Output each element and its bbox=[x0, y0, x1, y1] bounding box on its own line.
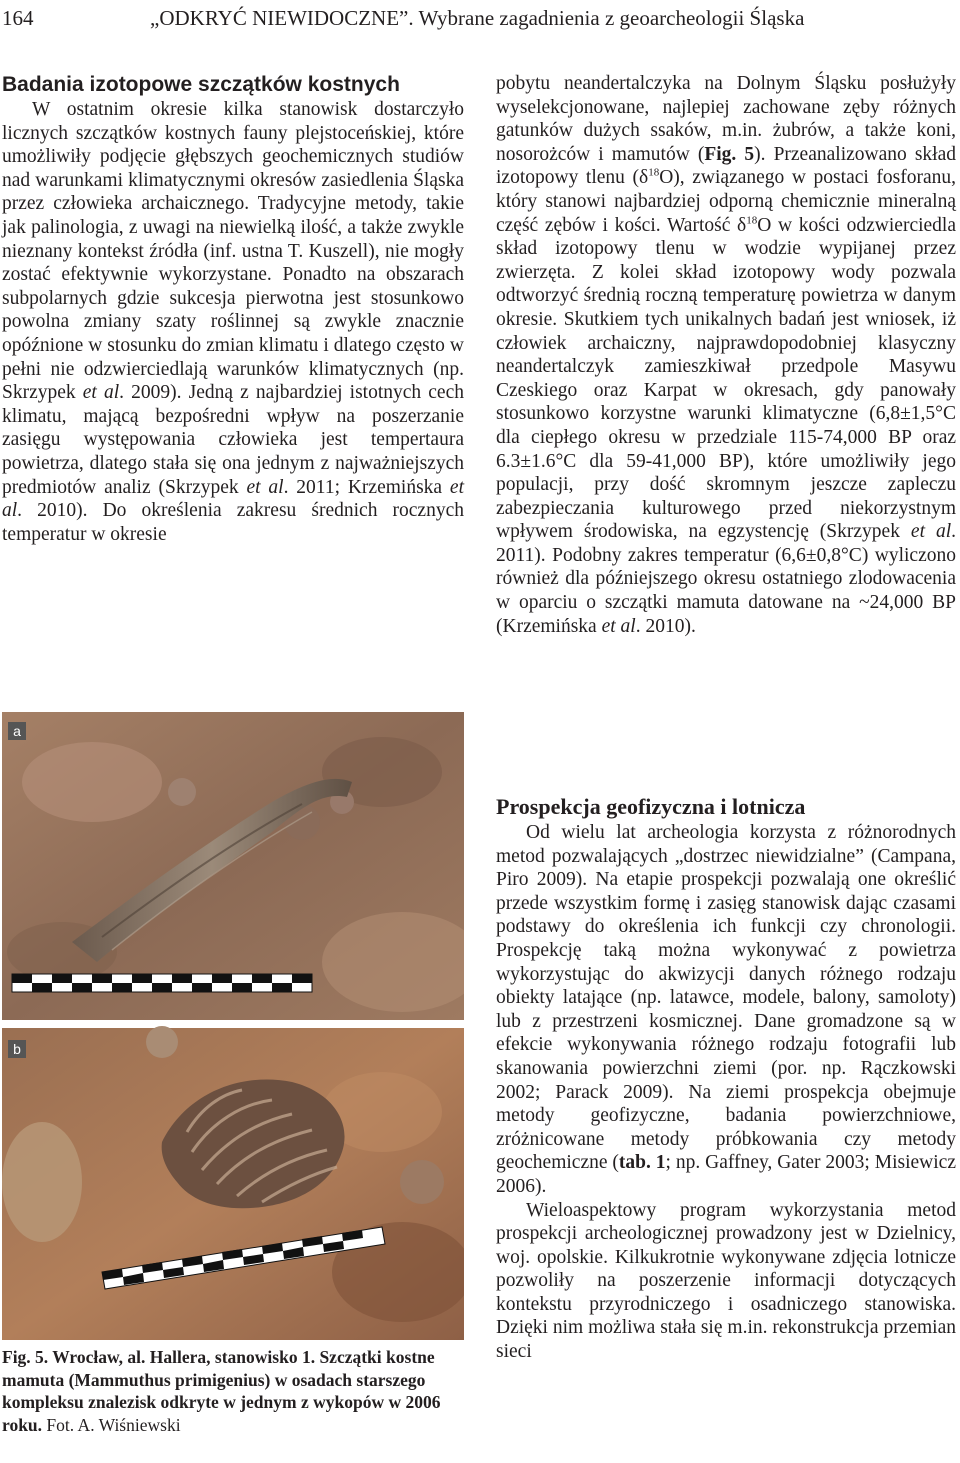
body-paragraph-isotope: W ostatnim okresie kilka stanowisk dostarczyło licznych szczątków kostnych fauny plejstoceńskiej, które umożliwiły podjęcie głębszych geochemicznych studiów nad warunkami klimatycznymi okresów zasiedlenia Śląska przez człowieka archaicznego. Tradycyjne metody, takie jak palinologia, z uwagi na niewielką ilość, a także zwykle nieznany kontekst źródła (inf. ustna T. Kuszell), nie mogły zostać efektywnie wykorzystane. Ponadto na obszarach subpolarnych gdzie sukcesja pierwotna jest stosunkowo powolna zmiany szaty roślinnej są zwykle znacznie opóźnione w stosunku do zmian klimatu i dlatego często w pełni nie odzwierciedlają warunków klimatycznych (np. Skrzypek et al. 2009). Jedną z najbardziej istotnych cech klimatu, mającą bezpośredni wpływ na poszerzanie zasięgu występowania człowieka jest tempertaura powietrza, dlatego stała się ona jednym z najważniejszych predmiotów analiz (Skrzypek et al. 2011; Krzemińska et al. 2010). Do określenia zakresu średnich rocznych temperatur w okresie bbox=[2, 99, 464, 545]
panel-b-label: b bbox=[13, 1041, 21, 1057]
caption-text: Fig. 5. Wrocław, al. Hallera, stanowisko 1. Szczątki kostne mamuta (Mammuthus primigenius) w osadach starszego kompleksu znalezisk odkryte w jednym z wykopów w 2006 roku. bbox=[2, 1347, 441, 1435]
section-heading-prospection: Prospekcja geofizyczna i lotnicza bbox=[496, 794, 806, 819]
page-header bbox=[0, 0, 960, 44]
right-column-bottom bbox=[496, 793, 956, 1364]
figure-caption bbox=[2, 1346, 464, 1436]
photo-credit: Fot. A. Wiśniewski bbox=[42, 1414, 181, 1435]
body-paragraph-prospection-1: Od wielu lat archeologia korzysta z różnorodnych metod pozwalających „dostrzec niewidzialne” (Campana, Piro 2009). Na etapie prospekcji pozwalają one określić przede wszystkim formę i zasięg stanowisk dając czasami podstawy do określenia ich funkcji czy chronologii. Prospekcję taką można wykonywać z powietrza wykorzystując do akwizycji danych różnego rodzaju obiekty latające (np. latawce, modele, balony, samoloty) lub z przestrzeni kosmicznej. Dane gromadzone są w efekcie wykonywania różnego rodzaju fotografii lub skanowania powierzchni ziemi (por. np. Rączkowski 2002; Parack 2009). Na ziemi prospekcja obejmuje metody geofizyczne, badania powierzchniowe, zróżnicowane metody próbkowania czy metody geochemiczne (tab. 1; np. Gaffney, Gater 2003; Misiewicz 2006). bbox=[496, 822, 956, 1197]
running-title: „ODKRYĆ NIEWIDOCZNE”. Wybrane zagadnienia z geoarcheologii Śląska bbox=[150, 6, 805, 30]
panel-a-label: a bbox=[13, 723, 21, 739]
table-reference[interactable]: tab. 1 bbox=[618, 1152, 666, 1174]
section-heading-isotope: Badania izotopowe szczątków kostnych bbox=[2, 73, 400, 96]
scale-bar-a bbox=[12, 974, 312, 992]
mammoth-photo bbox=[2, 712, 464, 1340]
right-column-top bbox=[496, 72, 956, 638]
figure-mammoth-photos bbox=[2, 712, 464, 1340]
body-paragraph-prospection-2: Wieloaspektowy program wykorzystania metod prospekcji archeologicznej prowadzony jest w Dzielnicy, woj. opolskie. Kilkukrotnie wykonywane zdjęcia lotnicze pozwoliły na poszerzenie informacji dotyczących kontekstu przyrodniczego i osadniczego stanowiska. Dzięki nim możliwa stała się m.in. rekonstrukcja przemian sieci bbox=[496, 1199, 956, 1363]
left-column bbox=[2, 72, 464, 546]
figure-reference[interactable]: Fig. 5 bbox=[704, 143, 755, 165]
body-paragraph-continued: pobytu neandertalczyka na Dolnym Śląsku posłużyły wyselekcjonowane, najlepiej zachowane zęby różnych gatunków dużych ssaków, m.in. żubrów, a także koni, nosorożców i mamutów (Fig. 5). Przeanalizowano skład izotopowy tlenu $(\delta^{18}O)$, związanego w postaci fosforanu, który stanowi najbardziej odporną chemicznie mineralną część zębów i kości. Wartość $\delta^{18}O$ w kości odzwierciedla skład izotopowy tlenu w wodzie wypijanej przez zwierzęta. Z kolei skład izotopowy wody pozwala odtworzyć średnią roczną temperaturę powietrza w danym okresie. Skutkiem tych unikalnych badań jest wniosek, iż człowiek archaiczny, najprawdopodobniej klasyczny neandertalczyk zamieszkiwał przedpole Masywu Czeskiego oraz Karpat w okresach, gdy panowały stosunkowo korzystne warunki klimatyczne (6,8±1,5°C dla ciepłego okresu w przedziale 115-74,000 BP oraz 6.3±1.6°C dla 59-41,000 BP), które umożliwiły jego populacji, przy dość skromnym jeszcze zapleczu zabezpieczania kulturowego przed niekorzystnym wpływem środowiska, na egzystencję (Skrzypek et al. 2011). Podobny zakres temperatur (6,6±0,8°C) wyliczono również dla późniejszego okresu ostatniego zlodowacenia w oparciu o szczątki mamuta datowane na ~24,000 BP (Krzemińska et al. 2010). bbox=[496, 73, 956, 637]
page-number: 164 bbox=[2, 6, 34, 30]
